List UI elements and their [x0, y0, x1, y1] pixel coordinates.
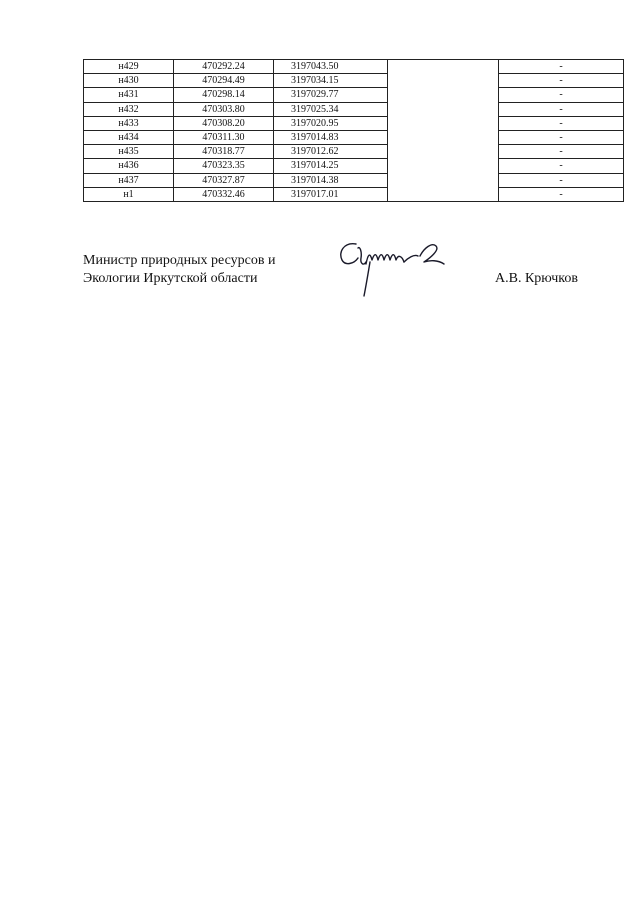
table-row [84, 130, 624, 144]
table-cell: 470298.14 [174, 88, 274, 102]
table-cell: 470294.49 [174, 74, 274, 88]
table-cell: 470311.30 [174, 130, 274, 144]
table-cell: 470318.77 [174, 145, 274, 159]
coordinates-table-body [84, 60, 624, 202]
table-cell [388, 159, 499, 173]
table-row [84, 145, 624, 159]
table-cell [388, 130, 499, 144]
table-cell: н435 [84, 145, 174, 159]
table-row [84, 173, 624, 187]
table-row [84, 159, 624, 173]
table-cell [388, 116, 499, 130]
signatory-position-line-2: Экологии Иркутской области [83, 271, 258, 286]
table-cell: 470292.24 [174, 60, 274, 74]
table-cell: - [499, 187, 624, 201]
table-cell: н431 [84, 88, 174, 102]
table-row [84, 102, 624, 116]
table-cell: 3197029.77 [274, 88, 388, 102]
table-cell [388, 74, 499, 88]
table-row [84, 74, 624, 88]
table-cell [388, 60, 499, 74]
table-cell: 3197043.50 [274, 60, 388, 74]
table-cell: 3197014.25 [274, 159, 388, 173]
table-row [84, 60, 624, 74]
table-cell: 470308.20 [174, 116, 274, 130]
table-cell: - [499, 102, 624, 116]
table-cell: - [499, 60, 624, 74]
table-row [84, 187, 624, 201]
table-cell: 3197020.95 [274, 116, 388, 130]
table-cell: 470303.80 [174, 102, 274, 116]
table-cell: 470332.46 [174, 187, 274, 201]
signatory-name: А.В. Крючков [495, 271, 578, 286]
table-cell [388, 145, 499, 159]
coordinates-table [83, 59, 624, 202]
table-cell [388, 187, 499, 201]
table-cell: н430 [84, 74, 174, 88]
table-row [84, 88, 624, 102]
table-cell: - [499, 130, 624, 144]
table-cell: 470327.87 [174, 173, 274, 187]
table-cell: н437 [84, 173, 174, 187]
table-cell: - [499, 159, 624, 173]
handwritten-signature [332, 234, 452, 298]
table-cell: - [499, 74, 624, 88]
table-cell: н429 [84, 60, 174, 74]
table-cell: 3197014.38 [274, 173, 388, 187]
table-cell: 3197014.83 [274, 130, 388, 144]
table-row [84, 116, 624, 130]
signatory-position [83, 252, 293, 288]
table-cell: 3197012.62 [274, 145, 388, 159]
table-cell: н432 [84, 102, 174, 116]
table-cell: 3197017.01 [274, 187, 388, 201]
table-cell: н1 [84, 187, 174, 201]
table-cell: - [499, 116, 624, 130]
table-cell: - [499, 88, 624, 102]
table-cell: н436 [84, 159, 174, 173]
table-cell: н433 [84, 116, 174, 130]
table-cell [388, 173, 499, 187]
table-cell: - [499, 145, 624, 159]
table-cell [388, 102, 499, 116]
table-cell: - [499, 173, 624, 187]
table-cell: 3197034.15 [274, 74, 388, 88]
table-cell: н434 [84, 130, 174, 144]
table-cell: 3197025.34 [274, 102, 388, 116]
signatory-position-line-1: Министр природных ресурсов и [83, 253, 276, 268]
table-cell [388, 88, 499, 102]
table-cell: 470323.35 [174, 159, 274, 173]
